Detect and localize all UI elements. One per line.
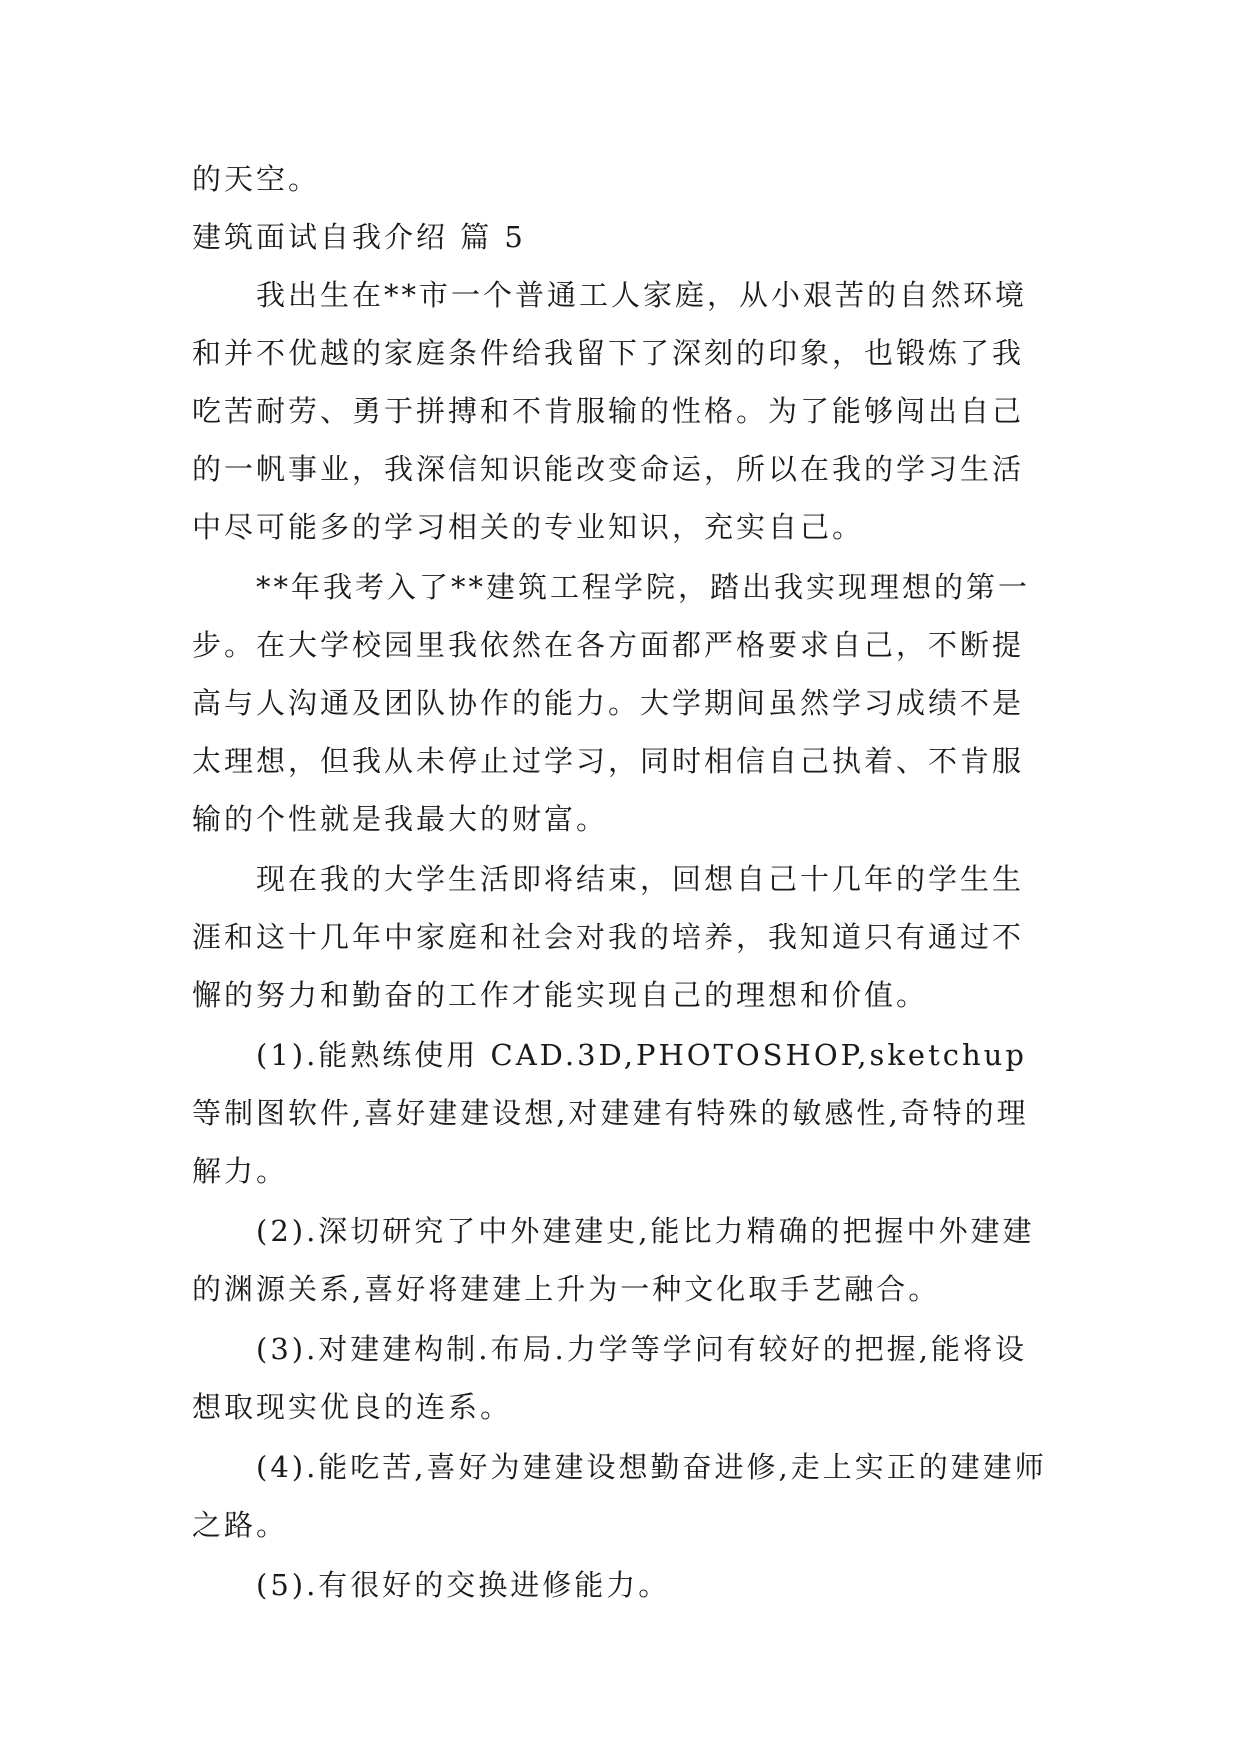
- section-heading: 建筑面试自我介绍 篇 5: [192, 220, 526, 254]
- paragraph-3: 现在我的大学生活即将结束，回想自己十几年的学生生涯和这十几年中家庭和社会对我的培养，我知道只有通过不懈的努力和勤奋的工作才能实现自己的理想和价值。: [192, 862, 1025, 1012]
- document-page: [192, 150, 1048, 1616]
- skill-item-5: (5).有很好的交换进修能力。: [256, 1568, 671, 1602]
- skill-item-1: (1).能熟练使用 CAD.3D,PHOTOSHOP,sketchup 等制图软件,喜好建建设想,对建建有特殊的敏感性,奇特的理解力。: [192, 1038, 1029, 1188]
- paragraph-1: 我出生在**市一个普通工人家庭，从小艰苦的自然环境和并不优越的家庭条件给我留下了深刻的印象，也锻炼了我吃苦耐劳、勇于拼搏和不肯服输的性格。为了能够闯出自己的一帆事业，我深信知识能改变命运，所以在我的学习生活中尽可能多的学习相关的专业知识，充实自己。: [192, 278, 1028, 544]
- continuation-text: 的天空。: [192, 162, 321, 196]
- skill-item-3: (3).对建建构制.布局.力学等学问有较好的把握,能将设想取现实优良的连系。: [192, 1332, 1027, 1424]
- paragraph-2: **年我考入了**建筑工程学院，踏出我实现理想的第一步。在大学校园里我依然在各方面都严格要求自己，不断提高与人沟通及团队协作的能力。大学期间虽然学习成绩不是太理想，但我从未停止过学习，同时相信自己执着、不肯服输的个性就是我最大的财富。: [192, 570, 1031, 836]
- skill-item-2: (2).深切研究了中外建建史,能比力精确的把握中外建建的渊源关系,喜好将建建上升为一种文化取手艺融合。: [192, 1214, 1035, 1306]
- skill-item-4: (4).能吃苦,喜好为建建设想勤奋进修,走上实正的建建师之路。: [192, 1450, 1047, 1542]
